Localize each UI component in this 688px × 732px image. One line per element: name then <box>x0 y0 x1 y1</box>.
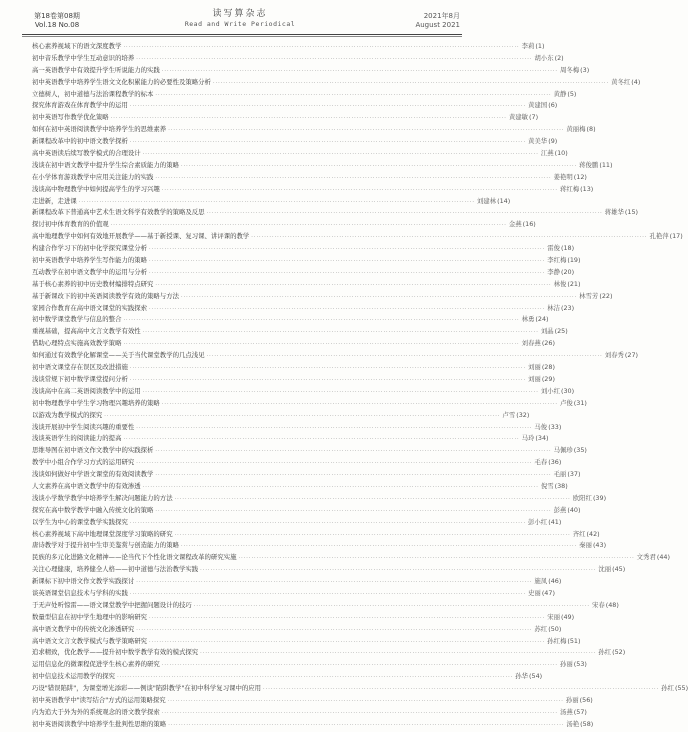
entry-title: 家园合作教育在高中语文课堂的实践探索 <box>32 303 148 312</box>
entry-author: 孙丽 <box>565 695 579 704</box>
entry-page: (25) <box>554 327 568 336</box>
entry-title: 浅谈高中在高二英语阅读教学中的运用 <box>32 386 141 395</box>
entry-author: 李莉 <box>521 42 535 50</box>
entry-title: 初中英语教学中"读写结合"方式的运用策略探究 <box>32 695 166 704</box>
entry-title: 高中语文文言文教学模式与教学策略研究 <box>32 636 148 645</box>
leader-dots <box>149 268 545 280</box>
entry-page: (6) <box>548 101 558 110</box>
leader-dots <box>168 720 564 732</box>
toc-entry <box>32 314 549 326</box>
entry-title: 初中物理教学中学生学习物理兴趣培养的策略 <box>32 398 160 407</box>
entry-title: 初中英语教学中培养学生写作能力的策略 <box>32 256 148 265</box>
entry-author: 姜艳明 <box>553 172 573 181</box>
entry-page: (27) <box>624 351 639 360</box>
toc-entry <box>32 517 562 529</box>
entry-title: 新课程改革下普通高中艺术生语文科学有效教学的策略及反思 <box>32 208 205 217</box>
entry-title: 初中英语写作教学优化策略 <box>32 113 109 122</box>
entry-title: 民族的多元化进路文化精神——论当代下个性化语文课程改革的研究实施 <box>32 553 237 562</box>
toc-entry <box>32 564 626 576</box>
leader-dots <box>130 518 526 530</box>
entry-page: (54) <box>529 672 543 681</box>
leader-dots <box>149 304 545 316</box>
entry-page: (23) <box>560 303 575 312</box>
entry-title: 初中语文课堂存在误区及改进措施 <box>32 363 128 372</box>
entry-title: 思维导图在初中语文作文教学中的实践探析 <box>32 446 154 455</box>
entry-page: (14) <box>497 196 511 205</box>
toc-entry <box>32 422 562 434</box>
entry-title: 以游戏为教学模式的探究 <box>32 410 103 419</box>
entry-title: 浅谈常规下初中数学课堂提问分析 <box>32 374 128 383</box>
entry-page: (55) <box>675 684 688 693</box>
toc-entry <box>32 53 564 65</box>
leader-dots <box>136 625 532 637</box>
entry-title: 走进新，走进课 <box>32 196 77 205</box>
entry-author: 孙丽 <box>559 660 573 669</box>
entry-page: (46) <box>548 577 562 586</box>
entry-title: 核心素养视域下的语文深度教学 <box>32 42 122 50</box>
entry-author: 孙红 <box>661 684 674 693</box>
toc-entry <box>32 219 536 231</box>
entry-author: 黄建国 <box>528 101 548 110</box>
toc-entry <box>32 386 575 398</box>
leader-dots <box>155 446 551 458</box>
leader-dots <box>194 601 590 613</box>
entry-page: (37) <box>567 470 581 479</box>
entry-author: 胡小东 <box>534 53 554 62</box>
entry-author: 齐红 <box>572 529 586 538</box>
journal-title-block <box>150 9 330 29</box>
entry-page: (28) <box>541 363 555 372</box>
entry-author: 黄建敏 <box>508 113 529 122</box>
entry-title: 人文素养在高中语文教学中的有效渗透 <box>32 481 141 490</box>
entry-author: 宋春 <box>591 600 605 609</box>
entry-author: 倪雪 <box>540 481 554 490</box>
leader-dots <box>181 292 577 304</box>
toc-entry <box>32 100 558 112</box>
entry-page: (12) <box>573 172 587 181</box>
leader-dots <box>123 315 519 327</box>
toc-entry <box>32 136 558 148</box>
toc-entry <box>32 695 593 707</box>
entry-title: 巧设"错误陷阱"，为课堂增光添彩——例谈"陷阱教学"在初中科学复习课中的应用 <box>32 684 262 693</box>
entry-author: 林勇 <box>521 315 535 324</box>
entry-author: 秦丽 <box>579 541 592 550</box>
entry-author: 黄丽梅 <box>566 125 586 134</box>
journal-title-en: Read and Write Periodical <box>184 20 296 28</box>
entry-page: (10) <box>554 149 568 158</box>
entry-title: 探究在高中数学教学中融入传统文化的策略 <box>32 505 154 514</box>
entry-author: 蒋雄华 <box>604 208 624 217</box>
toc-entry <box>32 184 594 196</box>
entry-page: (9) <box>548 137 558 146</box>
leader-dots <box>143 482 539 494</box>
toc-entry <box>32 624 562 636</box>
toc-entry <box>32 112 539 124</box>
toc-entry <box>32 445 587 457</box>
leader-dots <box>104 411 500 423</box>
entry-page: (1) <box>535 42 545 50</box>
issue-date-en: August 2021 <box>415 21 460 29</box>
entry-page: (36) <box>548 458 562 467</box>
toc-entry <box>32 576 562 588</box>
leader-dots <box>143 387 539 399</box>
leader-dots <box>155 173 551 185</box>
entry-page: (42) <box>586 529 600 538</box>
entry-page: (7) <box>529 113 539 122</box>
toc-entry <box>32 457 562 469</box>
entry-page: (21) <box>567 279 581 288</box>
leader-dots <box>251 232 647 244</box>
entry-page: (5) <box>567 89 577 98</box>
leader-dots <box>149 613 545 625</box>
entry-title: 探究体育游戏在体育教学中的运用 <box>32 101 128 110</box>
entry-author: 刘晶 <box>540 327 554 336</box>
entry-title: 构建合作学习下的初中化学探究课堂分析 <box>32 244 148 253</box>
leader-dots <box>155 470 551 482</box>
entry-author: 彭小红 <box>528 517 548 526</box>
leader-dots <box>207 208 603 220</box>
leader-dots <box>239 553 635 565</box>
leader-dots <box>181 161 577 173</box>
leader-dots <box>175 494 571 506</box>
leader-dots <box>130 137 526 149</box>
entry-title: 初中信息技术运用教学的探究 <box>32 672 116 681</box>
entry-title: 如何通过有效教学化解课堂——关于当代课堂教学的几点浅见 <box>32 351 205 360</box>
toc-entry <box>32 493 607 505</box>
entry-author: 黄静 <box>553 89 567 98</box>
entry-page: (41) <box>548 517 562 526</box>
entry-page: (48) <box>605 600 619 609</box>
leader-dots <box>111 113 507 125</box>
leader-dots <box>136 423 532 435</box>
entry-page: (31) <box>573 398 587 407</box>
entry-author: 金燕 <box>508 220 522 229</box>
toc-entry <box>32 279 581 291</box>
toc-entry <box>32 433 549 445</box>
leader-dots <box>155 90 551 102</box>
entry-title: 初中英语阅读教学中培养学生批判性思维的策略 <box>32 719 167 728</box>
toc-entry <box>32 636 581 648</box>
entry-author: 孙红梅 <box>547 636 567 645</box>
entry-page: (38) <box>554 481 568 490</box>
entry-author: 孔艳萍 <box>649 232 669 241</box>
entry-title: 在小学体育游戏教学中应用关注能力的实践 <box>32 172 154 181</box>
leader-dots <box>136 458 532 470</box>
toc-entry <box>32 529 600 541</box>
leader-dots <box>162 399 558 411</box>
entry-page: (19) <box>567 256 581 265</box>
leader-dots <box>168 125 564 137</box>
entry-title: 数量型信息在初中学生地理中的影响研究 <box>32 612 148 621</box>
toc-entry <box>32 362 555 374</box>
entry-page: (2) <box>554 53 564 62</box>
toc-entry <box>32 41 545 53</box>
entry-title: 高中英语读后续写教学模式的合理设计 <box>32 149 141 158</box>
toc-entry <box>32 303 575 315</box>
entry-title: 浅谈在初中语文教学中提升学生综合素质能力的策略 <box>32 160 179 169</box>
entry-author: 马佩珍 <box>553 446 573 455</box>
entry-author: 汤艳 <box>566 719 580 728</box>
entry-author: 沈丽 <box>598 565 612 574</box>
toc-entry <box>32 338 555 350</box>
entry-title: 初中数学课堂教学与信息的整合 <box>32 315 122 324</box>
toc-entry <box>32 647 626 659</box>
entry-author: 林俊 <box>553 279 567 288</box>
entry-title: 内为追大于外为外的系统观念的语文教学探索 <box>32 707 160 716</box>
toc-entry <box>32 350 639 362</box>
entry-page: (20) <box>560 267 575 276</box>
entry-author: 李静 <box>547 267 560 276</box>
entry-title: 浅谈小学数学教学中培养学生解决问题能力的方法 <box>32 493 173 502</box>
toc-entry <box>32 65 590 77</box>
entry-author: 林雪芳 <box>579 291 599 300</box>
entry-page: (35) <box>573 446 587 455</box>
entry-author: 苏红 <box>534 624 548 633</box>
entry-title: 浅谈如何做好中学语文课堂的有效阅读教学 <box>32 470 154 479</box>
toc-entry <box>32 172 587 184</box>
issue-volume-en: Vol.18 No.08 <box>34 21 80 29</box>
entry-title: 初中音乐教学中学生互动意识的培养 <box>32 53 135 62</box>
toc-entry <box>32 255 581 267</box>
entry-author: 刘丽 <box>528 374 541 383</box>
entry-title: 基于核心素养的初中历史教材编排特点研究 <box>32 279 154 288</box>
toc-entry <box>32 671 543 683</box>
leader-dots <box>155 506 551 518</box>
entry-author: 李红梅 <box>547 256 567 265</box>
leader-dots <box>136 54 532 66</box>
entry-title: 如何在初中英语阅读教学中培养学生的思维素养 <box>32 125 167 134</box>
leader-dots <box>149 256 545 268</box>
entry-author: 汤燕 <box>559 707 573 716</box>
entry-author: 孙红 <box>598 648 612 657</box>
entry-page: (50) <box>548 624 562 633</box>
entry-author: 毛丽 <box>553 470 567 479</box>
toc-entry <box>32 89 577 101</box>
leader-dots <box>168 696 564 708</box>
entry-author: 黄冬红 <box>611 77 631 86</box>
leader-dots <box>263 684 659 696</box>
toc-entry <box>32 612 575 624</box>
entry-title: 立德树人，初中道德与法治课程教学的标本 <box>32 89 154 98</box>
entry-author: 宋丽 <box>547 612 560 621</box>
entry-page: (26) <box>541 339 555 348</box>
leader-dots <box>149 637 545 649</box>
entry-page: (58) <box>580 719 594 728</box>
leader-dots <box>181 541 577 553</box>
entry-author: 蒋红梅 <box>559 184 580 193</box>
header-rule <box>22 34 462 35</box>
entry-title: 高中语文教学中的传统文化渗透研究 <box>32 624 135 633</box>
entry-title: 浅谈开展初中学生阅读兴趣的重要性 <box>32 422 135 431</box>
toc-entry <box>32 410 530 422</box>
entry-page: (40) <box>567 505 581 514</box>
entry-author: 欧阳红 <box>572 493 592 502</box>
toc-entry <box>32 505 581 517</box>
entry-page: (53) <box>573 660 587 669</box>
entry-page: (4) <box>631 77 641 86</box>
entry-page: (17) <box>669 232 683 241</box>
entry-author: 刘建林 <box>476 196 497 205</box>
entry-page: (52) <box>612 648 626 657</box>
header-rule-thin <box>22 36 462 37</box>
entry-title: 核心素养视域下高中地理课堂深度学习策略的研究 <box>32 529 173 538</box>
entry-title: 新课标下初中语文作文教学实践探讨 <box>32 577 135 586</box>
entry-title: 重视基础，提高高中文言文教学有效性 <box>32 327 141 336</box>
toc-entry <box>32 600 619 612</box>
entry-page: (32) <box>516 410 530 419</box>
entry-page: (34) <box>535 434 549 443</box>
entry-author: 刘春秀 <box>604 351 624 360</box>
toc-entry <box>32 231 683 243</box>
entry-author: 孙华 <box>515 672 529 681</box>
entry-page: (18) <box>560 244 575 253</box>
entry-title: 借助心理特点实施高效教学策略 <box>32 339 122 348</box>
issue-volume: 第18卷第08期 <box>34 12 80 20</box>
entry-author: 刘小红 <box>540 386 560 395</box>
entry-author: 黄美华 <box>528 137 548 146</box>
entry-page: (33) <box>548 422 562 431</box>
toc-entry <box>32 160 613 172</box>
entry-page: (13) <box>580 184 594 193</box>
entry-author: 雷俊 <box>547 244 560 253</box>
entry-page: (51) <box>567 636 581 645</box>
entry-author: 卢雪 <box>502 410 516 419</box>
entry-author: 刘丽 <box>528 363 541 372</box>
entry-page: (24) <box>535 315 549 324</box>
entry-title: 运用信息化的微课程促进学生核心素养的研究 <box>32 660 160 669</box>
leader-dots <box>175 530 571 542</box>
leader-dots <box>213 78 609 90</box>
leader-dots <box>123 434 519 446</box>
entry-author: 林洁 <box>547 303 560 312</box>
leader-dots <box>155 280 551 292</box>
leader-dots <box>149 244 545 256</box>
entry-title: 追求精致，优化教学——提升初中数学教学有效的模式探究 <box>32 648 199 657</box>
leader-dots <box>143 327 539 339</box>
leader-dots <box>162 660 558 672</box>
entry-page: (16) <box>522 220 536 229</box>
entry-title: 浅谈高中物理教学中如何提高学生的学习兴趣 <box>32 184 160 193</box>
entry-title: 关注心理健康，培养健全人格——初中道德与法治教学实践 <box>32 565 199 574</box>
entry-page: (3) <box>580 65 590 74</box>
entry-page: (22) <box>599 291 613 300</box>
leader-dots <box>123 42 519 54</box>
entry-page: (8) <box>586 125 596 134</box>
toc-entry <box>32 243 575 255</box>
leader-dots <box>136 577 532 589</box>
entry-page: (57) <box>573 707 587 716</box>
entry-title: 初中英语教学中培养学生语文文化积累能力的必要性及策略分析 <box>32 77 211 86</box>
toc-entry <box>32 469 581 481</box>
entry-title: 高中地理教学中如何有效地开展教学——基于新授课、复习课、讲评课的教学 <box>32 232 250 241</box>
entry-author: 江燕 <box>540 149 554 158</box>
entry-title: 教学中小组合作学习方式的运用研究 <box>32 458 135 467</box>
entry-author: 马俊 <box>534 422 548 431</box>
toc-entry <box>32 719 594 731</box>
entry-author: 文秀君 <box>636 553 656 562</box>
date-block <box>400 12 460 30</box>
toc-entry <box>32 326 568 338</box>
entry-title: 高一英语教学中有效提升学生听说能力的实践 <box>32 65 160 74</box>
toc-entry <box>32 481 568 493</box>
toc-entry <box>32 588 555 600</box>
entry-author: 毛春 <box>534 458 548 467</box>
toc-entry <box>32 291 613 303</box>
entry-author: 史丽 <box>528 588 541 597</box>
toc-entry <box>32 374 555 386</box>
toc-entry <box>32 196 511 208</box>
entry-page: (47) <box>541 588 555 597</box>
toc-entry <box>32 267 575 279</box>
toc-entry <box>32 540 607 552</box>
toc-entry <box>32 124 596 136</box>
entry-page: (39) <box>592 493 607 502</box>
leader-dots <box>130 375 526 387</box>
toc-entry <box>32 148 568 160</box>
entry-author: 马玲 <box>521 434 535 443</box>
toc-entry <box>32 707 587 719</box>
entry-page: (43) <box>592 541 607 550</box>
entry-author: 彭燕 <box>553 505 567 514</box>
leader-dots <box>200 648 596 660</box>
entry-page: (56) <box>579 695 593 704</box>
entry-page: (44) <box>656 553 670 562</box>
leader-dots <box>130 363 526 375</box>
leader-dots <box>162 708 558 720</box>
entry-title: 基于新课改下的初中英语阅读教学有效的策略与方法 <box>32 291 179 300</box>
entry-author: 刘春燕 <box>521 339 541 348</box>
toc-entry <box>32 398 587 410</box>
entry-author: 周冬梅 <box>559 65 580 74</box>
table-of-contents <box>32 41 688 731</box>
leader-dots <box>130 101 526 113</box>
leader-dots <box>143 149 539 161</box>
entry-title: 新课程改革中的初中语文教学探析 <box>32 137 128 146</box>
leader-dots <box>162 66 558 78</box>
issue-date-cn: 2021年8月 <box>423 12 460 20</box>
toc-entry <box>32 77 641 89</box>
toc-entry <box>32 207 639 219</box>
toc-entry <box>32 552 670 564</box>
toc-entry <box>32 659 587 671</box>
entry-title: 谈英语课堂信息技术与学科的实践 <box>32 588 128 597</box>
entry-page: (30) <box>560 386 575 395</box>
issue-block <box>22 12 92 30</box>
entry-page: (11) <box>599 160 613 169</box>
entry-author: 施凤 <box>534 577 548 586</box>
entry-page: (29) <box>541 374 555 383</box>
toc-entry <box>32 683 688 695</box>
entry-author: 蒋俊鹏 <box>579 160 599 169</box>
entry-page: (49) <box>560 612 575 621</box>
entry-title: 互动教学在初中语文教学中的运用与分析 <box>32 267 148 276</box>
entry-title: 以学生为中心的课堂教学实践探究 <box>32 517 128 526</box>
entry-author: 卢俊 <box>559 398 573 407</box>
entry-title: 探讨初中体育教育的价值观 <box>32 220 109 229</box>
entry-title: 于无声处听惊雷——语文课堂教学中把握问题设计的技巧 <box>32 600 192 609</box>
entry-title: 唐诗教学对于提升初中生审美鉴赏与创造能力的策略 <box>32 541 179 550</box>
entry-title: 浅谈英语学生的阅读能力的提高 <box>32 434 122 443</box>
journal-title-cn: 读写算杂志 <box>212 9 268 19</box>
entry-page: (45) <box>612 565 626 574</box>
entry-page: (15) <box>624 208 639 217</box>
